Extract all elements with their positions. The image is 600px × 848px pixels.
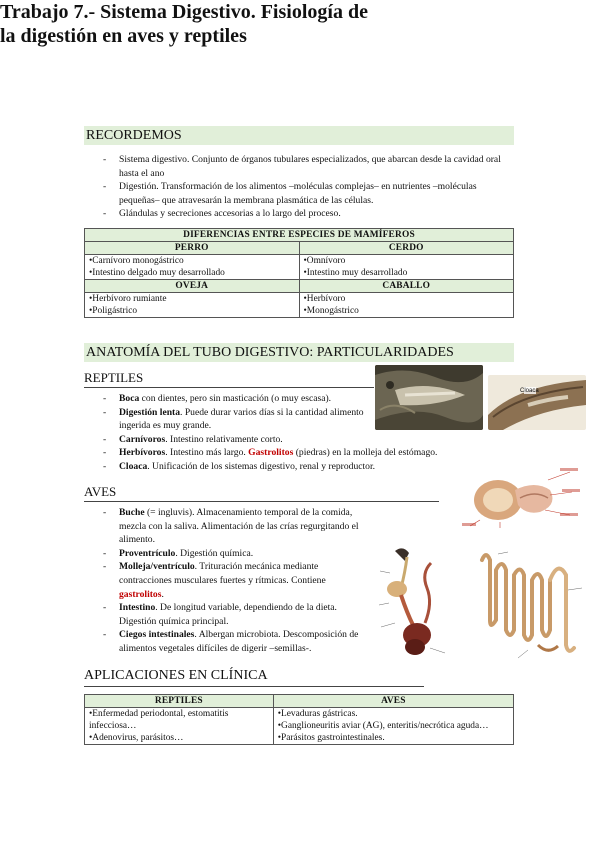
col-perro: PERRO: [85, 242, 300, 255]
table-title: DIFERENCIAS ENTRE ESPECIES DE MAMÍFEROS: [85, 229, 514, 242]
cell-reptiles: • Enfermedad periodontal, estomatitis infecciosa… • Adenovirus, parásitos…: [85, 708, 274, 745]
col-oveja: OVEJA: [85, 280, 300, 293]
list-item: - Digestión lenta. Puede durar varios días si la cantidad alimento ingerida es muy grande.: [100, 406, 370, 433]
cell-perro: • Carnívoro monogástrico • Intestino delgado muy desarrollado: [85, 255, 300, 280]
subheading-aves: AVES: [84, 484, 117, 499]
section-heading-aplicaciones: APLICACIONES EN CLÍNICA: [84, 668, 268, 683]
section-heading-anatomia: ANATOMÍA DEL TUBO DIGESTIVO: PARTICULARIDADES: [86, 345, 454, 360]
cell-oveja: • Herbívoro rumiante • Poligástrico: [85, 293, 300, 318]
mammals-table: [84, 228, 514, 318]
reptile-mouth-photo: [375, 365, 483, 430]
col-reptiles: REPTILES: [85, 695, 274, 708]
list-item: - Herbívoros. Intestino más largo. Gastrolitos (piedras) en la molleja del estómago.: [100, 446, 520, 460]
list-item: - Ciegos intestinales. Albergan microbiota. Descomposición de alimentos vegetales difíciles de digerir –semillas-.: [100, 628, 362, 655]
bird-gizzard-diagram: [460, 460, 582, 530]
list-item: - Cloaca. Unificación de los sistemas digestivo, renal y reproductor.: [100, 460, 520, 474]
reptile-cloaca-photo: [488, 375, 586, 430]
cell-cerdo: • Omnívoro • Intestino muy desarrollado: [299, 255, 514, 280]
col-aves: AVES: [273, 695, 513, 708]
list-item: - Molleja/ventrículo. Trituración mecánica mediante contracciones musculares fuertes y rítmicas. Contiene gastrolitos.: [100, 560, 362, 601]
reptiles-list-2: [100, 446, 520, 473]
subheading-underline: [84, 387, 374, 388]
aves-list: [100, 506, 362, 656]
subheading-underline: [84, 501, 439, 502]
list-item: - Glándulas y secreciones accesorias a lo largo del proceso.: [100, 207, 510, 221]
subheading-underline: [84, 686, 424, 687]
cell-aves: • Levaduras gástricas. • Ganglioneuritis aviar (AG), enteritis/necrótica aguda… • Parásitos gastrointestinales.: [273, 708, 513, 745]
list-item: - Buche (= ingluvis). Almacenamiento temporal de la comida, mezcla con la saliva. Alimentación de las crías regurgitando el alimento.: [100, 506, 362, 547]
cell-caballo: • Herbívoro • Monogástrico: [299, 293, 514, 318]
list-item: - Digestión. Transformación de los alimentos –moléculas complejas– en nutrientes –moléculas pequeñas– que atravesarán la membrana plasmática de las células.: [100, 180, 510, 207]
page-title: Trabajo 7.- Sistema Digestivo. Fisiología de la digestión en aves y reptiles: [0, 1, 368, 47]
col-cerdo: CERDO: [299, 242, 514, 255]
section-heading-recordemos: RECORDEMOS: [86, 128, 182, 143]
bird-intestine-diagram: [478, 550, 586, 662]
bird-digestive-tract-photo: [375, 543, 475, 665]
recordemos-list: [100, 153, 510, 221]
list-item: - Proventrículo. Digestión química.: [100, 547, 362, 561]
cloaca-label: Cloaca: [520, 388, 539, 394]
list-item: - Intestino. De longitud variable, dependiendo de la dieta. Digestión química principal.: [100, 601, 362, 628]
reptiles-list: [100, 392, 370, 446]
subheading-reptiles: REPTILES: [84, 370, 144, 385]
col-caballo: CABALLO: [299, 280, 514, 293]
clinical-table: [84, 694, 514, 745]
list-item: - Boca con dientes, pero sin masticación (o muy escasa).: [100, 392, 370, 406]
list-item: - Sistema digestivo. Conjunto de órganos tubulares especializados, que abarcan desde la cavidad oral hasta el ano: [100, 153, 510, 180]
list-item: - Carnívoros. Intestino relativamente corto.: [100, 433, 370, 447]
